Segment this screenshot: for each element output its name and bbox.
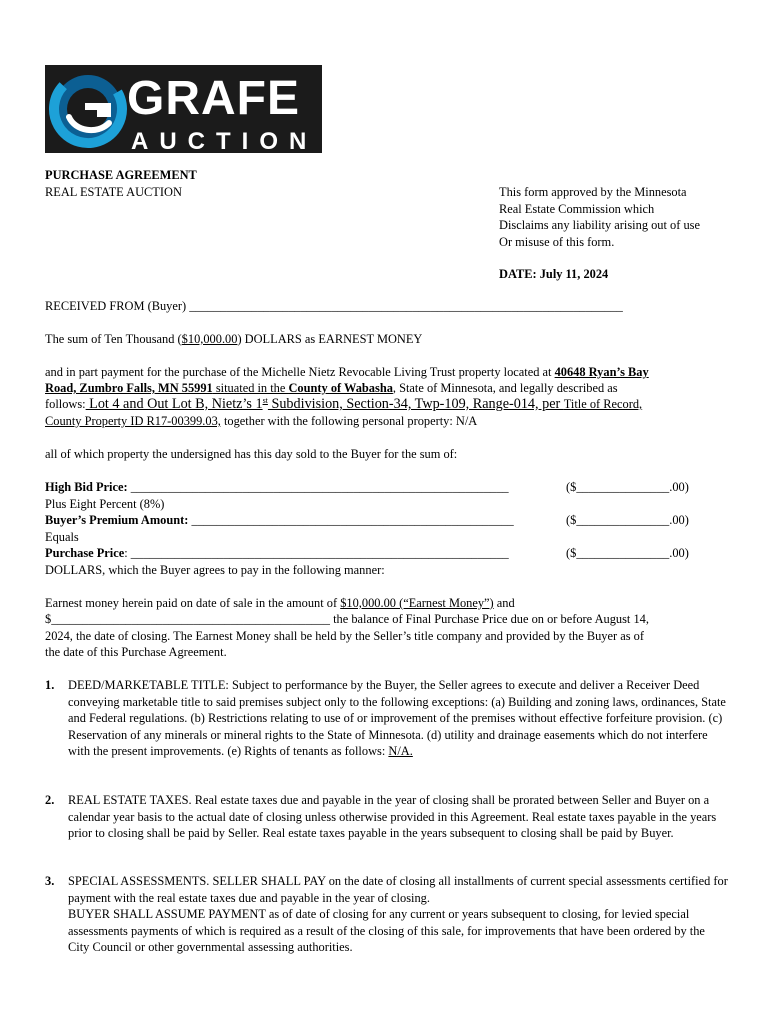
received-from-line: RECEIVED FROM (Buyer) ______________________________________________________________________ xyxy=(45,299,623,313)
section-real-estate-taxes xyxy=(45,792,729,842)
logo-graphic xyxy=(45,65,322,153)
property-line-4 xyxy=(45,413,477,430)
purchase-price-label: Purchase Price xyxy=(45,546,125,560)
purchase-price-amount: ($_______________.00) xyxy=(566,546,689,560)
disclaimer-block xyxy=(499,184,739,250)
property-line-3 xyxy=(45,396,642,413)
agreement-date: DATE: July 11, 2024 xyxy=(499,267,609,281)
property-situated: situated in the xyxy=(212,381,289,395)
high-bid-amount: ($_______________.00) xyxy=(566,480,689,494)
property-county: County of Wabasha xyxy=(288,381,393,395)
document-subtitle: REAL ESTATE AUCTION xyxy=(45,185,182,199)
section-special-assessments xyxy=(45,873,729,956)
buyers-premium-row xyxy=(45,512,514,529)
section-text: DEED/MARKETABLE TITLE: Subject to performance by the Buyer, the Seller agrees to execute and deliver a Receiver Deed conveying marketable title to said premises subject only to the following exceptions: (a) Building and zoning laws, ordinances, State and Federal regulations. (b) Restrictions relating to use of or improvement of the premises without effective forfeiture provision. (c) Reservation of any minerals or mineral rights to the State of Minnesota. (d) utility and drainage easements which do not interfere with the present improvements. (e) Rights of tenants as follows: xyxy=(68,678,726,758)
section-text: SPECIAL ASSESSMENTS. SELLER SHALL PAY on the date of closing all installments of current special assessments certified for payment with the real estate taxes due and payable in the year of closing. xyxy=(68,874,728,905)
buyers-premium-amount: ($_______________.00) xyxy=(566,513,689,527)
buyers-premium-blank: ____________________________________________________ xyxy=(188,513,514,527)
title-of-record: Title of Record, xyxy=(563,397,643,411)
property-address-2: Road, Zumbro Falls, MN 55991 xyxy=(45,381,213,395)
section-body xyxy=(68,873,729,956)
earnest-line-1 xyxy=(45,595,515,612)
property-address-1: 40648 Ryan’s Bay xyxy=(554,365,649,379)
earnest-line-3: 2024, the date of closing. The Earnest Money shall be held by the Seller’s title company and provided by the Buyer as of xyxy=(45,629,644,643)
section-body: REAL ESTATE TAXES. Real estate taxes due and payable in the year of closing shall be prorated between Seller and Buyer on a calendar year basis to the actual date of closing unless otherwise provided in this Agreement. Real estate taxes payable in the years prior to closing shall be paid by Seller. Real estate taxes payable in the years subsequent to closing shall be paid by Buyer. xyxy=(68,793,717,840)
earnest-sum-line xyxy=(45,331,422,348)
earnest-sum-prefix: The sum of Ten Thousand ( xyxy=(45,332,182,346)
legal-description-sup: st xyxy=(262,395,268,405)
grafe-auction-logo xyxy=(45,65,322,153)
earnest-prefix: Earnest money herein paid on date of sale in the amount of xyxy=(45,596,341,610)
earnest-sum-suffix: ) DOLLARS as EARNEST MONEY xyxy=(237,332,423,346)
property-line-1 xyxy=(45,364,649,381)
equals-label: Equals xyxy=(45,530,79,544)
section-deed-title xyxy=(45,677,729,760)
section-number: 3. xyxy=(45,874,55,888)
section-text-2: BUYER SHALL ASSUME PAYMENT as of date of closing for any current or years subsequent to closing, for levied special assessments payments of which is required as a result of the closing of this sale, for improvements that have been ordered by the City Council or other governmental assessing authorities. xyxy=(68,907,705,954)
section-number: 1. xyxy=(45,678,55,692)
property-intro: and in part payment for the purchase of the Michelle Nietz Revocable Living Trust property located at xyxy=(45,365,555,379)
dollars-statement: DOLLARS, which the Buyer agrees to pay in the following manner: xyxy=(45,563,385,577)
section-body xyxy=(68,677,729,760)
tenants-value: N/A. xyxy=(388,744,413,758)
legal-description-a: Lot 4 and Out Lot B, Nietz’s 1 xyxy=(85,396,263,412)
plus-eight-percent: Plus Eight Percent (8%) xyxy=(45,497,165,511)
logo-word-top: GRAFE xyxy=(127,72,300,125)
buyers-premium-label: Buyer’s Premium Amount: xyxy=(45,513,189,527)
high-bid-label: High Bid Price: xyxy=(45,480,128,494)
disclaimer-line: Or misuse of this form. xyxy=(499,234,615,249)
earnest-sum-amount: $10,000.00 xyxy=(181,332,238,346)
earnest-line-2: $_____________________________________________ the balance of Final Purchase Price due on or before August 14, xyxy=(45,612,649,626)
g-emblem-icon xyxy=(45,65,134,153)
disclaimer-line: Real Estate Commission which xyxy=(499,201,655,216)
legal-description-b: Subdivision, Section-34, Twp-109, Range-014, per xyxy=(267,396,564,412)
earnest-amount: $10,000.00 (“Earnest Money”) xyxy=(340,596,494,610)
logo-word-bottom: AUCTION xyxy=(131,128,318,153)
earnest-line-4: the date of this Purchase Agreement. xyxy=(45,645,227,659)
disclaimer-line: Disclaims any liability arising out of use xyxy=(499,218,700,232)
property-follows: follows: xyxy=(45,397,86,411)
sold-statement: all of which property the undersigned has this day sold to the Buyer for the sum of: xyxy=(45,447,458,461)
high-bid-row xyxy=(45,479,509,496)
purchase-price-blank: : _____________________________________________________________ xyxy=(124,546,509,560)
disclaimer-line: This form approved by the Minnesota xyxy=(499,185,687,199)
property-state: , State of Minnesota, and legally described as xyxy=(392,381,618,395)
county-property-id: County Property ID R17-00399.03, xyxy=(45,414,221,428)
personal-property: together with the following personal property: N/A xyxy=(220,414,478,428)
earnest-and: and xyxy=(493,596,515,610)
section-number: 2. xyxy=(45,793,55,807)
property-line-2 xyxy=(45,380,618,397)
high-bid-blank: _____________________________________________________________ xyxy=(127,480,509,494)
purchase-price-row xyxy=(45,545,509,562)
document-title: PURCHASE AGREEMENT xyxy=(45,168,197,182)
